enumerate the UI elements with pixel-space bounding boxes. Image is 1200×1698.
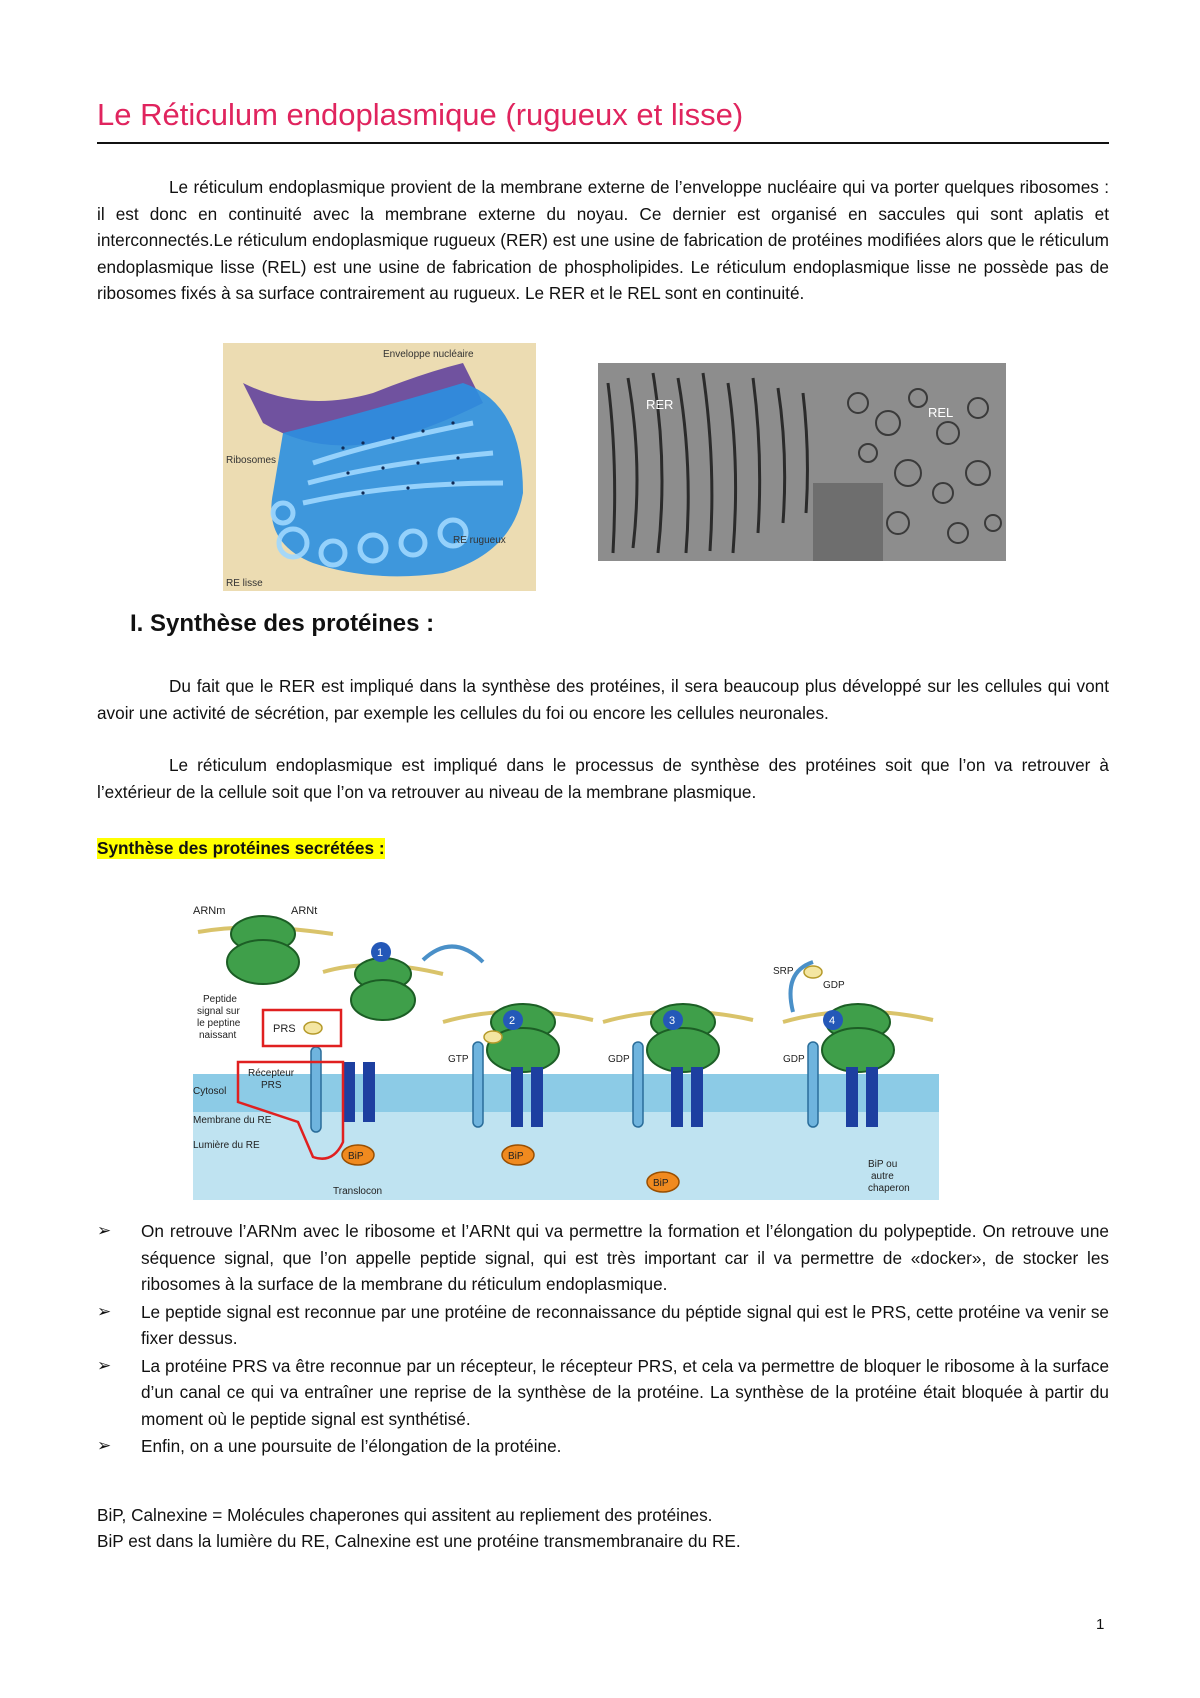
- label-re-rugueux: RE rugueux: [453, 535, 506, 546]
- label-bip-ou-2: autre: [871, 1171, 894, 1182]
- section-paragraph-2: Le réticulum endoplasmique est impliqué dans le processus de synthèse des protéines soit que l’on va retrouver à l’extérieur de la cellule soit que l’on va retrouver au niveau de la membrane plasmique.: [97, 755, 1109, 802]
- arrow-bullet-icon: ➢: [97, 1301, 112, 1321]
- label-recepteur-2: PRS: [261, 1080, 282, 1091]
- section-paragraph-1: Du fait que le RER est impliqué dans la synthèse des protéines, il sera beaucoup plus développé sur les cellules qui vont avoir une activité de sécrétion, par exemple les cellules du foi ou encore les cellules neuronales.: [97, 676, 1109, 723]
- bullet-list: [97, 1218, 1109, 1461]
- step-3: 3: [669, 1015, 676, 1027]
- label-bip-ou-1: BiP ou: [868, 1159, 898, 1170]
- label-cytosol: Cytosol: [193, 1086, 227, 1097]
- label-arnt: ARNt: [291, 905, 318, 917]
- intro-paragraph: Le réticulum endoplasmique provient de la membrane externe de l’enveloppe nucléaire qui va porter quelques ribosomes : il est donc en continuité avec la membrane externe du noyau. Ce dernier est organisé en saccules qui sont aplatis et interconnectés.Le réticulum endoplasmique rugueux (RER) est une usine de fabrication de protéines modifiées alors que le réticulum endoplasmique lisse (REL) est une usine de fabrication de phospholipides. Le réticulum endoplasmique lisse ne possède pas de ribosomes fixés à sa surface contrairement au rugueux. Le RER et le REL sont en continuité.: [97, 177, 1109, 303]
- list-item: ➢ Enfin, on a une poursuite de l’élongation de la protéine.: [97, 1433, 1109, 1460]
- membrane-band: [193, 1074, 939, 1112]
- list-item: ➢ La protéine PRS va être reconnue par un récepteur, le récepteur PRS, et cela va permettre de bloquer le ribosome à la surface d’un canal ce qui va entraîner une reprise de la synthèse de la protéine. La synthèse de la protéine était bloquée à partir du moment où le peptide signal est synthétisé.: [97, 1353, 1109, 1433]
- label-lumiere: Lumière du RE: [193, 1140, 260, 1151]
- secretion-diagram: [193, 902, 939, 1200]
- step-1: 1: [377, 947, 384, 959]
- arrow-bullet-icon: ➢: [97, 1355, 112, 1375]
- step-2: 2: [509, 1015, 516, 1027]
- label-gdp-3: GDP: [823, 980, 845, 991]
- arrow-bullet-icon: ➢: [97, 1436, 112, 1455]
- er-micrograph: [598, 363, 1006, 561]
- label-recepteur-1: Récepteur: [248, 1068, 295, 1079]
- note-localisation: BiP est dans la lumière du RE, Calnexine est une protéine transmembranaire du RE.: [97, 1531, 741, 1551]
- label-bip-3: BiP: [653, 1178, 669, 1189]
- label-rer: RER: [646, 397, 674, 412]
- label-peptide-1: Peptide: [203, 994, 237, 1005]
- label-peptide-2: signal sur: [197, 1006, 240, 1017]
- label-bip-2: BiP: [508, 1151, 524, 1162]
- label-srp: SRP: [773, 966, 794, 977]
- label-bip-ou-3: chaperon: [868, 1183, 910, 1194]
- page-number: 1: [1096, 1616, 1105, 1633]
- label-enveloppe: Enveloppe nucléaire: [383, 349, 474, 360]
- note-chaperones: BiP, Calnexine = Molécules chaperones qui assitent au repliement des protéines.: [97, 1505, 713, 1525]
- label-translocon: Translocon: [333, 1186, 383, 1197]
- title-underline: [97, 142, 1109, 144]
- lumen-band: [193, 1112, 939, 1200]
- subsection-heading: Synthèse des protéines secrétées :: [97, 838, 385, 858]
- label-prs: PRS: [273, 1023, 296, 1035]
- list-item: ➢ On retrouve l’ARNm avec le ribosome et l’ARNt qui va permettre la formation et l’élongation du polypeptide. On retrouve une séquence signal, que l’on appelle peptide signal, qui est très important car il va permettre de «docker», de stocker les ribosomes à la surface de la membrane du réticulum endoplasmique.: [97, 1218, 1109, 1298]
- list-item: ➢ Le peptide signal est reconnue par une protéine de reconnaissance du péptide signal qui est le PRS, cette protéine va venir se fixer dessus.: [97, 1299, 1109, 1352]
- label-ribosomes: Ribosomes: [226, 455, 277, 466]
- er-illustration: [223, 343, 536, 591]
- page-title: Le Réticulum endoplasmique (rugueux et lisse): [97, 97, 744, 132]
- step-4: 4: [829, 1015, 836, 1027]
- label-rel: REL: [928, 405, 954, 420]
- label-re-lisse: RE lisse: [226, 578, 263, 589]
- label-gdp-2: GDP: [783, 1054, 805, 1065]
- label-peptide-4: naissant: [199, 1030, 237, 1041]
- section-heading: I. Synthèse des protéines :: [130, 610, 435, 637]
- label-peptide-3: le peptine: [197, 1018, 241, 1029]
- label-gdp-1: GDP: [608, 1054, 630, 1065]
- arrow-bullet-icon: ➢: [97, 1221, 112, 1240]
- label-membrane: Membrane du RE: [193, 1115, 272, 1126]
- label-bip-1: BiP: [348, 1151, 364, 1162]
- label-arnm: ARNm: [193, 905, 226, 917]
- label-gtp: GTP: [448, 1054, 469, 1065]
